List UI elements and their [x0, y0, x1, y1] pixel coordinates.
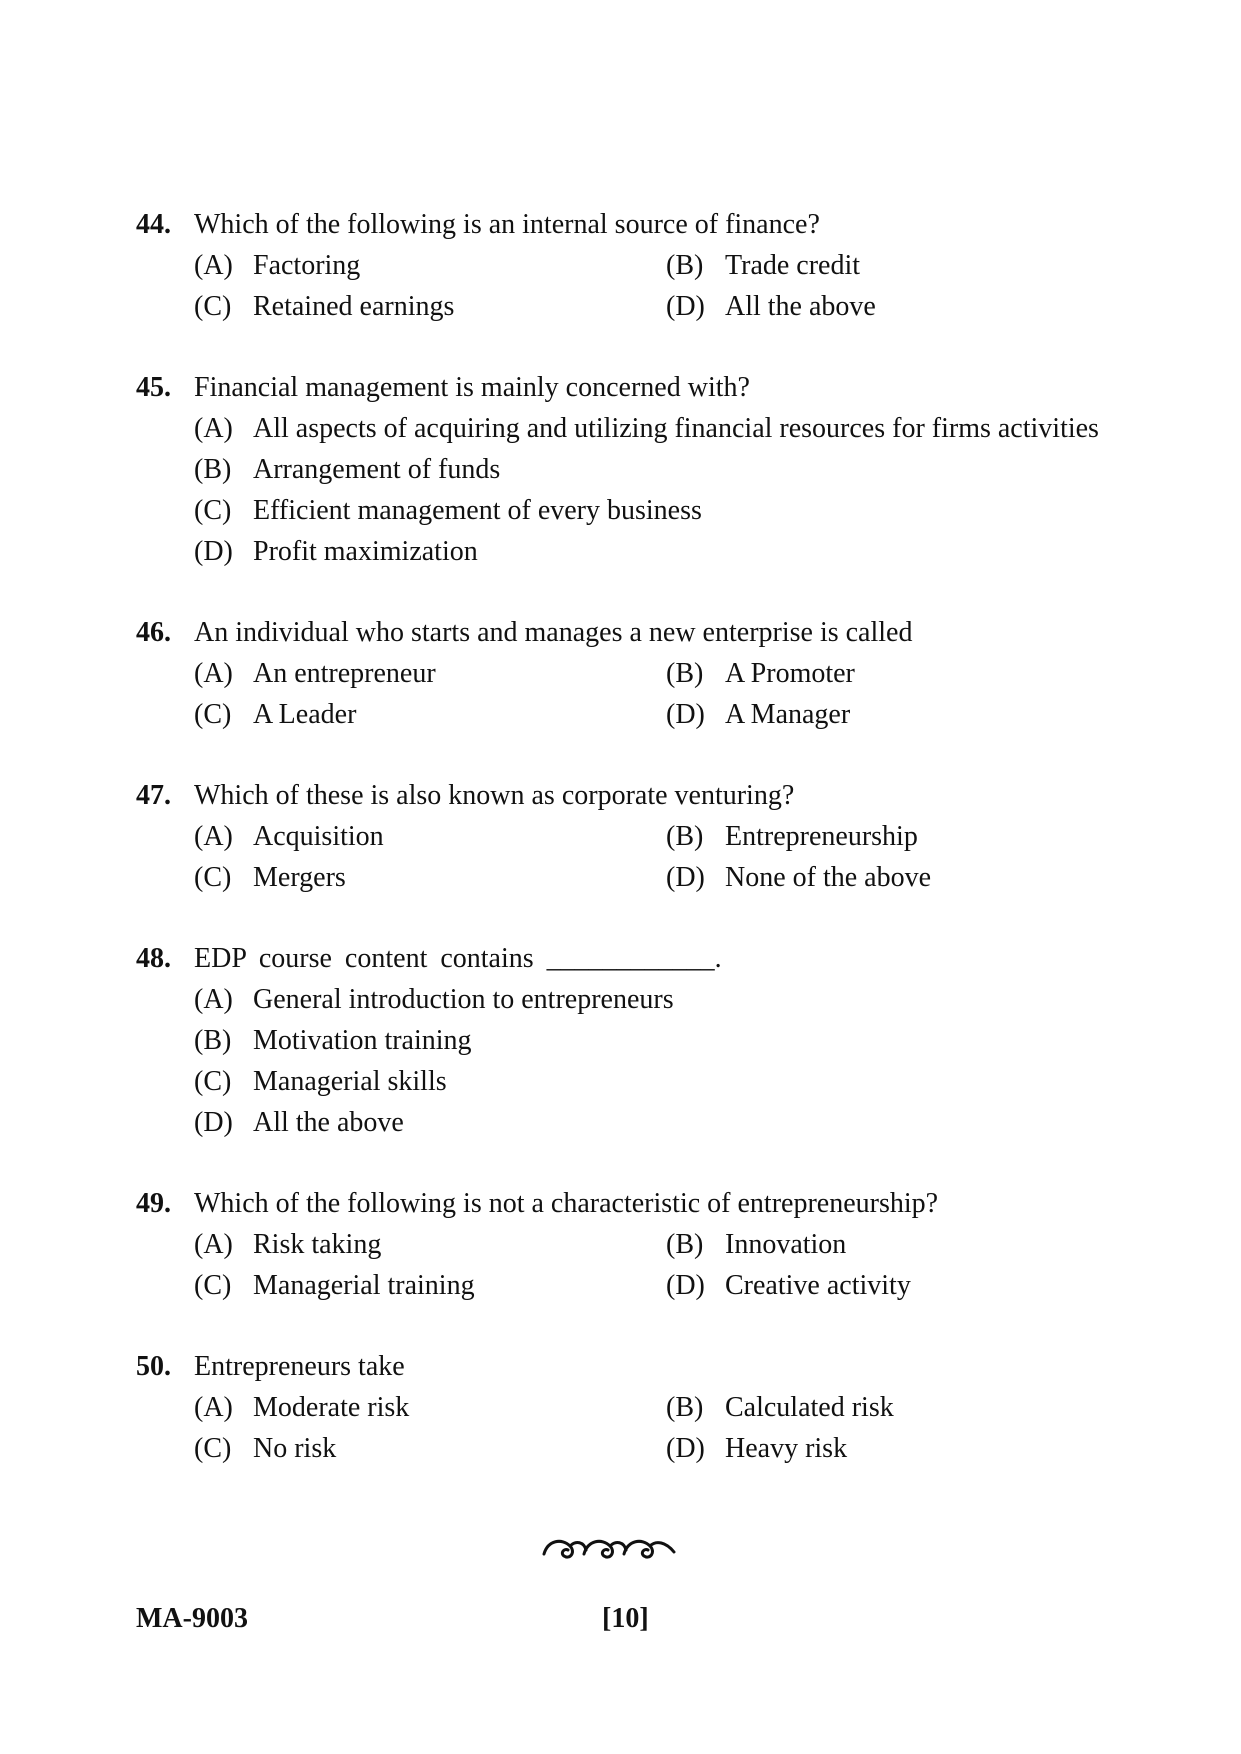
question-text: Entrepreneurs take [194, 1351, 405, 1382]
question-text: Which of these is also known as corporate venturing? [194, 780, 795, 811]
question-text: An individual who starts and manages a new enterprise is called [194, 617, 913, 648]
question-45: 45. Financial management is mainly concerned with? (A) All aspects of acquiring and utilizing financial resources for firms activities (B) Arrangement of funds (C) Efficient management of every business (D) Profit maximization [136, 367, 1136, 572]
question-46: 46. An individual who starts and manages a new enterprise is called (A) An entrepreneur (B) A Promoter (C) A Leader (D) A Manager [136, 612, 1136, 735]
question-text: Which of the following is not a characteristic of entrepreneurship? [194, 1188, 939, 1219]
question-47: 47. Which of these is also known as corporate venturing? (A) Acquisition (B) Entrepreneurship (C) Mergers (D) None of the above [136, 775, 1136, 898]
question-number: 48. [136, 943, 171, 974]
question-50: 50. Entrepreneurs take (A) Moderate risk (B) Calculated risk (C) No risk (D) Heavy risk [136, 1346, 1136, 1469]
question-number: 45. [136, 372, 171, 403]
question-text: EDP course content contains ____________. [194, 943, 722, 974]
page-number: [10] [602, 1603, 649, 1634]
question-number: 50. [136, 1351, 171, 1382]
question-number: 49. [136, 1188, 171, 1219]
question-number: 47. [136, 780, 171, 811]
question-number: 44. [136, 209, 171, 240]
question-48: 48. EDP course content contains ____________. (A) General introduction to entrepreneurs (B) Motivation training (C) Managerial skills (D) All the above [136, 938, 1136, 1143]
question-text: Financial management is mainly concerned with? [194, 372, 750, 403]
question-text: Which of the following is an internal source of finance? [194, 209, 820, 240]
ornament-icon [540, 1528, 680, 1568]
question-44: 44. Which of the following is an internal source of finance? (A) Factoring (B) Trade credit (C) Retained earnings (D) All the above [136, 204, 1136, 327]
question-number: 46. [136, 617, 171, 648]
question-49: 49. Which of the following is not a characteristic of entrepreneurship? (A) Risk taking (B) Innovation (C) Managerial training (D) Creative activity [136, 1183, 1136, 1306]
paper-code: MA-9003 [136, 1603, 248, 1634]
